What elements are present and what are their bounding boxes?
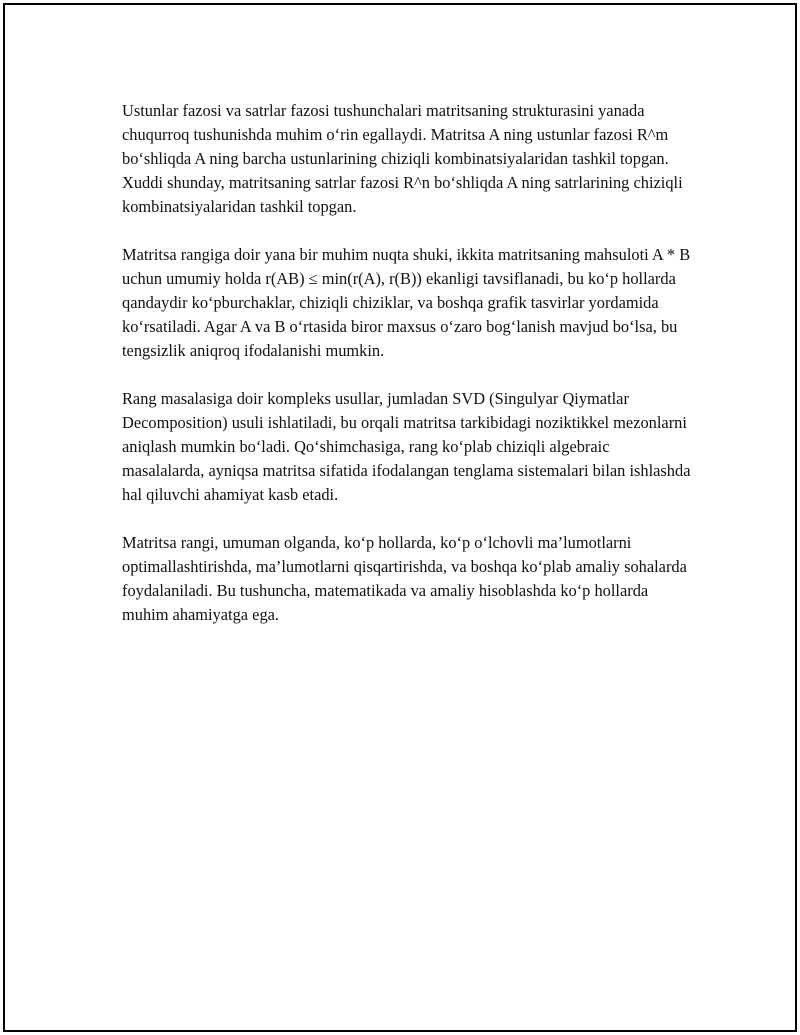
document-page <box>3 3 797 1032</box>
paragraph: Matritsa rangi, umuman olganda, ko‘p hollarda, ko‘p o‘lchovli ma’lumotlarni optimallashtirishda, ma’lumotlarni qisqartirishda, va boshqa ko‘plab amaliy sohalarda foydalaniladi. Bu tushuncha, matematikada va amaliy hisoblashda ko‘p hollarda muhim ahamiyatga ega. <box>122 533 687 624</box>
paragraph: Matritsa rangiga doir yana bir muhim nuqta shuki, ikkita matritsaning mahsuloti A * B uchun umumiy holda r(AB) ≤ min(r(A), r(B)) ekanligi tavsiflanadi, bu ko‘p hollarda qandaydir ko‘pburchaklar, chiziqli chiziklar, va boshqa grafik tasvirlar yordamida ko‘rsatiladi. Agar A va B o‘rtasida biror maxsus o‘zaro bog‘lanish mavjud bo‘lsa, bu tengsizlik aniqroq ifodalanishi mumkin. <box>122 245 691 360</box>
document-body <box>122 99 692 651</box>
paragraph: Ustunlar fazosi va satrlar fazosi tushunchalari matritsaning strukturasini yanada chuqurroq tushunishda muhim o‘rin egallaydi. Matritsa A ning ustunlar fazosi R^m bo‘shliqda A ning barcha ustunlarining chiziqli kombinatsiyalaridan tashkil topgan. Xuddi shunday, matritsaning satrlar fazosi R^n bo‘shliqda A ning satrlarining chiziqli kombinatsiyalaridan tashkil topgan. <box>122 101 683 216</box>
paragraph: Rang masalasiga doir kompleks usullar, jumladan SVD (Singulyar Qiymatlar Decomposition) usuli ishlatiladi, bu orqali matritsa tarkibidagi noziktikkel mezonlarni aniqlash mumkin bo‘ladi. Qo‘shimchasiga, rang ko‘plab chiziqli algebraic masalalarda, ayniqsa matritsa sifatida ifodalangan tenglama sistemalari bilan ishlashda hal qiluvchi ahamiyat kasb etadi. <box>122 389 691 504</box>
